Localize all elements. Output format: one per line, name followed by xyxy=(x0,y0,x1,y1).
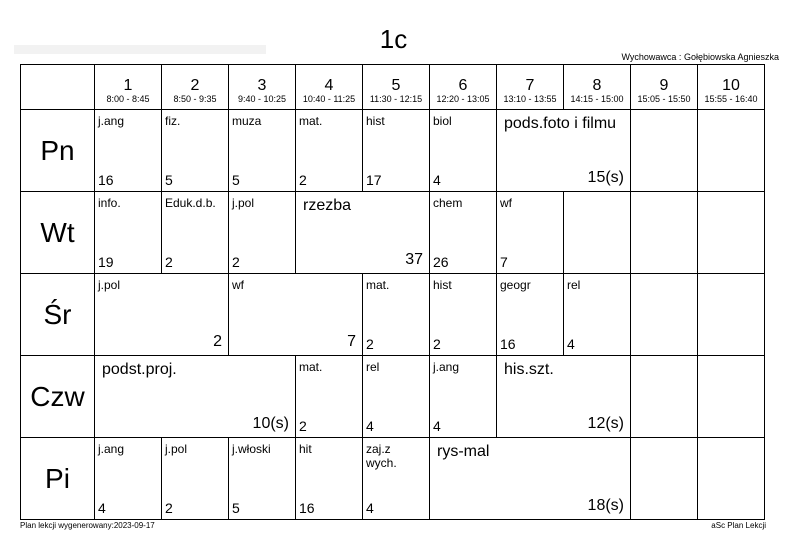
lesson-room: 4 xyxy=(567,336,575,352)
lesson-cell xyxy=(296,438,363,520)
lesson-subject: biol xyxy=(433,114,452,128)
lesson-room: 2 xyxy=(366,336,374,352)
lesson-room: 19 xyxy=(98,254,114,270)
lesson-subject: fiz. xyxy=(165,114,181,128)
lesson-cell xyxy=(363,274,430,356)
lesson-room: 16 xyxy=(299,500,315,516)
class-title: 1c xyxy=(379,24,408,54)
lesson-subject: j.włoski xyxy=(232,442,271,456)
lesson-room: 16 xyxy=(500,336,516,352)
period-header xyxy=(229,65,296,110)
lesson-subject: chem xyxy=(433,196,463,210)
period-number: 1 xyxy=(123,77,133,94)
lesson-room: 4 xyxy=(98,500,106,516)
lesson-room: 2 xyxy=(165,500,173,516)
generator-name: aSc Plan Lekcji xyxy=(711,521,766,530)
lesson-subject: hit xyxy=(299,442,312,456)
day-label-cell xyxy=(21,192,95,274)
period-time: 8:50 - 9:35 xyxy=(173,94,217,104)
day-row xyxy=(21,274,765,356)
period-header xyxy=(698,65,765,110)
lesson-room: 12(s) xyxy=(587,415,624,432)
lesson-subject: mat. xyxy=(299,114,323,128)
lesson-subject: his.szt. xyxy=(504,361,554,378)
lesson-cell xyxy=(229,274,363,356)
day-label-cell xyxy=(21,110,95,192)
lesson-subject: hist xyxy=(366,114,385,128)
empty-cell xyxy=(631,110,698,192)
lesson-subject: hist xyxy=(433,278,452,292)
lesson-cell xyxy=(95,110,162,192)
day-row xyxy=(21,438,765,520)
lesson-subject: j.ang xyxy=(433,360,460,374)
class-teacher: Wychowawca : Gołębiowska Agnieszka xyxy=(621,52,779,62)
period-time: 13:10 - 13:55 xyxy=(503,94,557,104)
lesson-cell xyxy=(162,192,229,274)
day-row xyxy=(21,192,765,274)
lesson-cell xyxy=(229,110,296,192)
day-label: Wt xyxy=(40,217,75,248)
lesson-room: 16 xyxy=(98,172,114,188)
empty-cell xyxy=(698,274,765,356)
lesson-subject: j.ang xyxy=(98,442,125,456)
lesson-room: 7 xyxy=(347,333,356,350)
lesson-subject: rys-mal xyxy=(437,443,490,460)
period-time: 15:05 - 15:50 xyxy=(637,94,691,104)
empty-cell xyxy=(631,192,698,274)
period-number: 6 xyxy=(458,77,468,94)
day-label: Czw xyxy=(30,381,85,412)
lesson-room: 4 xyxy=(366,500,374,516)
lesson-room: 2 xyxy=(299,418,307,434)
period-header xyxy=(95,65,162,110)
period-number: 2 xyxy=(190,77,200,94)
lesson-room: 7 xyxy=(500,254,508,270)
lesson-subject: zaj.z wych. xyxy=(366,442,397,470)
lesson-subject: j.pol xyxy=(165,442,188,456)
timetable xyxy=(20,64,765,520)
empty-cell xyxy=(698,438,765,520)
period-number: 9 xyxy=(659,77,669,94)
lesson-cell xyxy=(564,274,631,356)
lesson-cell xyxy=(430,192,497,274)
lesson-subject: wf xyxy=(232,278,244,292)
corner-cell xyxy=(21,65,95,110)
period-number: 5 xyxy=(391,77,401,94)
lesson-subject: j.pol xyxy=(232,196,255,210)
empty-cell xyxy=(631,356,698,438)
period-time: 11:30 - 12:15 xyxy=(369,94,423,104)
lesson-subject: mat. xyxy=(366,278,390,292)
lesson-room: 5 xyxy=(232,500,240,516)
period-header xyxy=(296,65,363,110)
period-header xyxy=(162,65,229,110)
lesson-cell xyxy=(229,438,296,520)
lesson-cell xyxy=(95,356,296,438)
lesson-cell xyxy=(497,356,631,438)
empty-cell xyxy=(698,110,765,192)
period-time: 12:20 - 13:05 xyxy=(436,94,490,104)
period-header-row xyxy=(21,65,765,110)
lesson-room: 17 xyxy=(366,172,382,188)
lesson-room: 2 xyxy=(213,333,222,350)
lesson-room: 26 xyxy=(433,254,449,270)
lesson-subject: podst.proj. xyxy=(102,361,177,378)
lesson-room: 2 xyxy=(433,336,441,352)
lesson-room: 4 xyxy=(433,172,441,188)
period-header xyxy=(564,65,631,110)
lesson-subject: rel xyxy=(366,360,380,374)
period-header xyxy=(631,65,698,110)
empty-cell xyxy=(564,192,631,274)
lesson-cell xyxy=(162,438,229,520)
lesson-cell xyxy=(162,110,229,192)
lesson-room: 2 xyxy=(299,172,307,188)
lesson-cell xyxy=(95,192,162,274)
lesson-cell xyxy=(497,192,564,274)
lesson-cell xyxy=(363,438,430,520)
lesson-cell xyxy=(430,438,631,520)
period-header xyxy=(363,65,430,110)
lesson-room: 4 xyxy=(433,418,441,434)
lesson-subject: geogr xyxy=(500,278,531,292)
lesson-subject: muza xyxy=(232,114,262,128)
lesson-cell xyxy=(95,438,162,520)
empty-cell xyxy=(631,438,698,520)
lesson-room: 15(s) xyxy=(587,169,624,186)
day-label: Śr xyxy=(43,299,72,330)
day-label-cell xyxy=(21,438,95,520)
lesson-room: 37 xyxy=(405,251,423,268)
lesson-cell xyxy=(497,274,564,356)
lesson-room: 18(s) xyxy=(587,497,624,514)
day-label: Pi xyxy=(45,463,70,494)
lesson-cell xyxy=(363,356,430,438)
lesson-subject: j.pol xyxy=(98,278,121,292)
lesson-cell xyxy=(296,356,363,438)
lesson-subject: rzezba xyxy=(303,197,352,214)
period-header xyxy=(430,65,497,110)
lesson-subject: mat. xyxy=(299,360,323,374)
lesson-room: 10(s) xyxy=(252,415,289,432)
lesson-subject: rel xyxy=(567,278,581,292)
lesson-subject: j.ang xyxy=(98,114,125,128)
period-time: 10:40 - 11:25 xyxy=(302,94,356,104)
empty-cell xyxy=(698,356,765,438)
lesson-room: 5 xyxy=(165,172,173,188)
lesson-cell xyxy=(296,110,363,192)
period-number: 10 xyxy=(722,77,740,94)
lesson-subject: Eduk.d.b. xyxy=(165,196,216,210)
lesson-room: 2 xyxy=(165,254,173,270)
day-row xyxy=(21,110,765,192)
day-label-cell xyxy=(21,356,95,438)
lesson-subject: pods.foto i filmu xyxy=(504,115,617,132)
period-header xyxy=(497,65,564,110)
lesson-cell xyxy=(430,274,497,356)
empty-cell xyxy=(631,274,698,356)
period-time: 15:55 - 16:40 xyxy=(704,94,758,104)
lesson-subject: info. xyxy=(98,196,121,210)
lesson-subject: wf xyxy=(500,196,512,210)
lesson-cell xyxy=(497,110,631,192)
generated-date: Plan lekcji wygenerowany:2023-09-17 xyxy=(20,521,155,530)
lesson-room: 4 xyxy=(366,418,374,434)
period-number: 8 xyxy=(592,77,602,94)
period-number: 4 xyxy=(324,77,334,94)
lesson-room: 5 xyxy=(232,172,240,188)
lesson-cell xyxy=(363,110,430,192)
empty-cell xyxy=(698,192,765,274)
day-label-cell xyxy=(21,274,95,356)
day-row xyxy=(21,356,765,438)
lesson-cell xyxy=(229,192,296,274)
period-time: 8:00 - 8:45 xyxy=(106,94,150,104)
period-number: 3 xyxy=(257,77,267,94)
lesson-cell xyxy=(430,356,497,438)
lesson-room: 2 xyxy=(232,254,240,270)
period-number: 7 xyxy=(525,77,535,94)
lesson-cell xyxy=(430,110,497,192)
lesson-cell xyxy=(296,192,430,274)
lesson-cell xyxy=(95,274,229,356)
day-label: Pn xyxy=(40,135,75,166)
period-time: 9:40 - 10:25 xyxy=(237,94,287,104)
period-time: 14:15 - 15:00 xyxy=(570,94,624,104)
